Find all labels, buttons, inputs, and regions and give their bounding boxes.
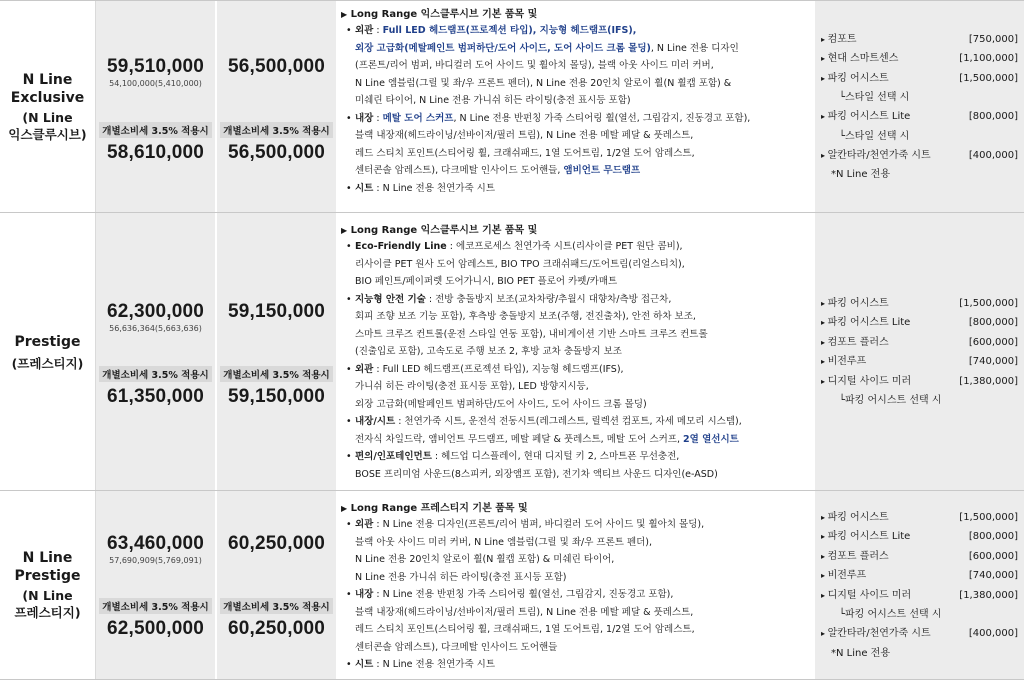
feature-column [337,491,815,679]
feature-interior: • 내장 : 메탈 도어 스커프, N Line 전용 반펀칭 가죽 스티어링 휠(열선, 그립감지, 진동경고 포함), 블랙 내장재(헤드라이닝/선바이저/필러 트림), N Line 전용 메탈 페달 & 풋레스트, 레드 스티치 포인트(스티어링 휠, 크래쉬패드, 1열 도어트림, 1/2열 도어 암레스트, 센터콘솔 암레스트), 다크메탈 인사이드 도어핸들, 앰비언트 무드램프 [341,110,811,180]
option-note: *N Line 전용 [831,647,890,659]
triangle-icon: ▶ [341,226,348,235]
feature-seat: • 시트 : N Line 전용 천연가죽 시트 [341,656,811,674]
feature-exterior: • 외관 : N Line 전용 디자인(프론트/리어 범퍼, 바디컬러 도어 사이드 및 휠아치 몰딩), 블랙 아웃 사이드 미러 커버, N Line 엠블럼(그릴 및 좌/우 프론트 펜더), N Line 전용 20인치 알로이 휠(N 휠캡 포함) & 미쉐린 타이어, N Line 전용 가니쉬 히든 라이팅(충전 표시등 포함) [341,516,811,586]
tax-price: 61,350,000 [106,386,205,407]
trim-name: N Line Exclusive [10,72,85,106]
option-note: *N Line 전용 [831,169,890,181]
trim-row-n-line-exclusive [0,0,1024,213]
price-breakdown: 54,100,000(5,410,000) [109,79,202,88]
trim-name: Prestige [14,333,81,350]
trim-name-cell [0,213,95,491]
price-column-2 [216,1,336,213]
option-item: ▸ 컴포트 플러스 [600,000] [821,333,1018,353]
triangle-icon: ▶ [341,504,348,513]
triangle-icon: ▶ [341,10,348,19]
feature-seat: • 시트 : N Line 전용 천연가죽 시트 [341,180,811,198]
price-breakdown: 57,690,909(5,769,091) [109,556,202,565]
feature-title: ▶ Long Range 프레스티지 기본 품목 및 [341,503,528,514]
tax-label: 개별소비세 3.5% 적용시 [99,366,211,382]
feature-eco: • Eco-Friendly Line : 에코프로세스 천연가죽 시트(리사이클 PET 원단 콤비), 리사이클 PET 원사 도어 암레스트, BIO TPO 크래쉬패드/도어트림(리얼스티치), BIO 페인트/페이퍼렛 도어가니시, BIO PET 플로어 카펫/카매트 [341,238,811,291]
base-price: 63,460,000 [106,533,205,554]
subsidy-price: 59,150,000 [227,301,326,322]
option-column [815,491,1024,679]
tax-price: 60,250,000 [227,618,326,639]
feature-title: ▶ Long Range 익스클루시브 기본 품목 및 [341,9,538,20]
tax-label: 개별소비세 3.5% 적용시 [220,598,332,614]
feature-convenience: • 편의/인포테인먼트 : 헤드업 디스플레이, 현대 디지털 키 2, 스마트폰 무선충전, BOSE 프리미엄 사운드(8스피커, 외장앰프 포함), 전기차 액티브 사운드 디자인(e-ASD) [341,448,811,483]
option-item: ▸ 디지털 사이드 미러 [1,380,000] [821,372,1018,392]
option-item: ▸ 컴포트 [750,000] [821,30,1018,50]
subsidy-price: 56,500,000 [227,56,326,77]
option-item: ▸ 디지털 사이드 미러 [1,380,000] [821,586,1018,606]
tax-label: 개별소비세 3.5% 적용시 [99,598,211,614]
option-item: ▸ 현대 스마트센스 [1,100,000] [821,49,1018,69]
option-item: ▸ 알칸타라/천연가죽 시트 [400,000] [821,624,1018,644]
feature-exterior: • 외관 : Full LED 헤드램프(프로젝션 타입), 지능형 헤드램프(IFS), 가니쉬 히든 라이팅(충전 표시등 포함), LED 방향지시등, 외장 고급화(메탈페인트 범퍼하단/도어 사이드, 도어 사이드 크롬 몰딩) [341,361,811,414]
trim-row-n-line-prestige [0,490,1024,680]
price-column-2 [216,491,336,679]
tax-price: 59,150,000 [227,386,326,407]
feature-column [337,213,815,491]
feature-column [337,1,815,213]
feature-title: ▶ Long Range 익스클루시브 기본 품목 및 [341,225,538,236]
option-item: ▸ 알칸타라/천연가죽 시트 [400,000] [821,146,1018,166]
option-item: ▸ 비전루프 [740,000] [821,566,1018,586]
trim-name-cell [0,491,95,679]
option-item: ▸ 컴포트 플러스 [600,000] [821,547,1018,567]
trim-name-cell [0,1,95,213]
option-condition: └파킹 어시스트 선택 시 [839,395,942,407]
option-item: ▸ 파킹 어시스트 [1,500,000] [821,508,1018,528]
option-item: ▸ 파킹 어시스트 [1,500,000] [821,294,1018,314]
base-price: 62,300,000 [106,301,205,322]
trim-name-korean: (N Line 프레스티지) [14,588,81,620]
feature-interior: • 내장 : N Line 전용 반펀칭 가죽 스티어링 휠(열선, 그립감지, 진동경고 포함), 블랙 내장재(헤드라이닝/선바이저/필러 트림), N Line 전용 메탈 페달 & 풋레스트, 레드 스티치 포인트(스티어링 휠, 크래쉬패드, 1열 도어트림, 1/2열 도어 암레스트, 센터콘솔 암레스트), 다크메탈 인사이드 도어핸들 [341,586,811,656]
feature-interior: • 내장/시트 : 천연가죽 시트, 운전석 전동시트(레그레스트, 릴렉션 컴포트, 자세 메모리 시스템), 전자식 차일드락, 앰비언트 무드램프, 메탈 페달 & 풋레스트, 메탈 도어 스커프, 2열 열선시트 [341,413,811,448]
option-condition: └파킹 어시스트 선택 시 [839,609,942,620]
option-item: ▸ 파킹 어시스트 Lite [800,000] [821,313,1018,333]
price-column-2 [216,213,336,491]
price-column-1 [95,1,215,213]
option-item: ▸ 파킹 어시스트 Lite [800,000] [821,527,1018,547]
trim-row-prestige [0,212,1024,491]
price-column-1 [95,491,215,679]
tax-price: 58,610,000 [106,142,205,163]
tax-price: 56,500,000 [227,142,326,163]
trim-name: N Line Prestige [14,550,81,584]
feature-safety: • 지능형 안전 기술 : 전방 충돌방지 보조(교차차량/추월시 대향차/측방 접근차, 회피 조향 보조 기능 포함), 후측방 충돌방지 보조(주행, 전진출차), 안전 하차 보조, 스마트 크루즈 컨트롤(운전 스타일 연동 포함), 내비게이션 기반 스마트 크루즈 컨트롤 (진출입로 포함), 고속도로 주행 보조 2, 후방 교차 충돌방지 보조 [341,291,811,361]
option-column [815,213,1024,491]
price-breakdown: 56,636,364(5,663,636) [109,324,202,333]
option-item: ▸ 비전루프 [740,000] [821,352,1018,372]
base-price: 59,510,000 [106,56,205,77]
trim-name-korean: (N Line 익스클루시브) [8,110,87,142]
feature-exterior: • 외관 : Full LED 헤드램프(프로젝션 타입), 지능형 헤드램프(IFS), 외장 고급화(메탈페인트 범퍼하단/도어 사이드, 도어 사이드 크롬 몰딩), N Line 전용 디자인 (프론트/리어 범퍼, 바디컬러 도어 사이드 및 휠아치 몰딩), 블랙 아웃 사이드 미러 커버, N Line 엠블럼(그릴 및 좌/우 프론트 펜더), N Line 전용 20인치 알로이 휠(N 휠캡 포함) & 미쉐린 타이어, N Line 전용 가니쉬 히든 라이팅(충전 표시등 포함) [341,22,811,110]
tax-price: 62,500,000 [106,618,205,639]
tax-label: 개별소비세 3.5% 적용시 [99,122,211,138]
option-item: ▸ 파킹 어시스트 [1,500,000] [821,69,1018,89]
tax-label: 개별소비세 3.5% 적용시 [220,122,332,138]
option-column [815,1,1024,213]
option-item: ▸ 파킹 어시스트 Lite [800,000] [821,107,1018,127]
price-column-1 [95,213,215,491]
trim-name-korean: (프레스티지) [11,355,84,371]
subsidy-price: 60,250,000 [227,533,326,554]
option-condition: └스타일 선택 시 [839,130,910,142]
tax-label: 개별소비세 3.5% 적용시 [220,366,332,382]
option-condition: └스타일 선택 시 [839,92,910,104]
